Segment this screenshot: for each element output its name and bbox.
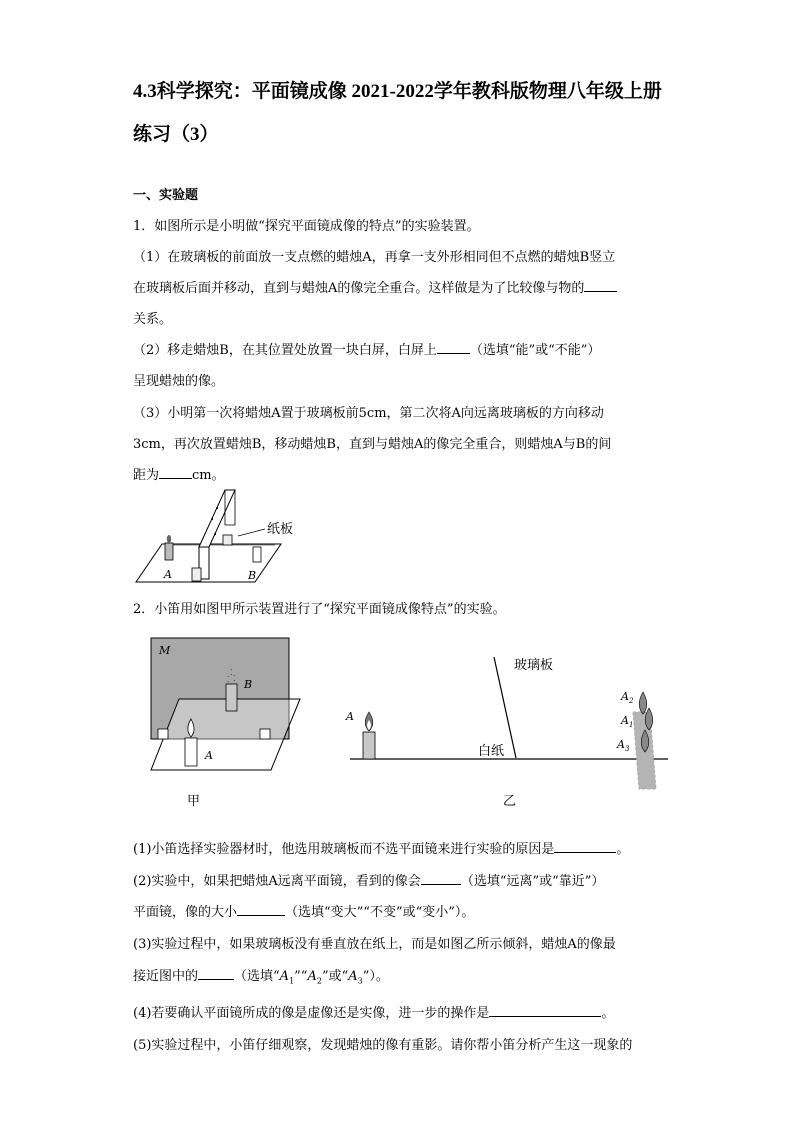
option-a2: A bbox=[307, 969, 317, 984]
svg-text:•: • bbox=[210, 516, 215, 524]
q1-p3-line2: 3cm，再次放置蜡烛B，移动蜡烛B，直到与蜡烛A的像完全重合，则蜡烛A与B的间 bbox=[133, 437, 612, 452]
svg-text:•: • bbox=[215, 505, 220, 513]
q2-s3-quote-2: ”或“ bbox=[321, 969, 349, 984]
figure-1-label-board: 纸板 bbox=[267, 522, 294, 537]
fig-yi-caption: 乙 bbox=[503, 794, 517, 809]
page-title: 4.3科学探究：平面镜成像 2021-2022学年教科版物理八年级上册练习（3） bbox=[133, 81, 662, 145]
figure-yi bbox=[340, 650, 670, 815]
answer-blank-2[interactable] bbox=[437, 341, 470, 354]
q1-p3-line3-text-a: 距为 bbox=[133, 468, 160, 483]
option-a3: A bbox=[348, 969, 358, 984]
section-heading: 一、实验题 bbox=[133, 188, 199, 203]
svg-text:A1 bbox=[620, 714, 633, 729]
fig-jia-caption: 甲 bbox=[187, 794, 201, 809]
fig-yi-label-paper: 白纸 bbox=[478, 744, 505, 759]
option-a3-sub: 3 bbox=[357, 976, 363, 986]
option-a1-sub: 1 bbox=[289, 976, 295, 986]
fig-yi-sub-a3: 3 bbox=[624, 745, 630, 753]
q2-s4 bbox=[133, 1002, 614, 1021]
q2-s2b bbox=[133, 901, 474, 920]
q1-p2-line2: 呈现蜡烛的像。 bbox=[133, 374, 225, 389]
figure-1-label-a: A bbox=[164, 568, 172, 581]
q1-p3-line1: （3）小明第一次将蜡烛A置于玻璃板前5cm，第二次将A向远离玻璃板的方向移动 bbox=[133, 406, 604, 421]
q2-s5: (5)实验过程中，小笛仔细观察，发现蜡烛的像有重影。请你帮小笛分析产生这一现象的 bbox=[133, 1038, 633, 1053]
svg-text:•: • bbox=[213, 531, 218, 539]
q1-p2-line1-text-a: （2）移走蜡烛B，在其位置处放置一块白屏，白屏上 bbox=[133, 343, 437, 358]
q2-s1-text-a: (1)小笛选择实验器材时，他选用玻璃板而不选平面镜来进行实验的原因是 bbox=[133, 842, 555, 857]
fig-yi-label-a1: A bbox=[621, 714, 629, 727]
q2-s3b-text-1: 接近图中的 bbox=[133, 969, 199, 984]
q2-s3a: (3)实验过程中，如果玻璃板没有垂直放在纸上，而是如图乙所示倾斜，蜡烛A的像最 bbox=[133, 937, 616, 952]
answer-blank-6[interactable] bbox=[237, 903, 285, 916]
q1-p1-line3: 关系。 bbox=[133, 312, 173, 327]
fig-yi-label-glass: 玻璃板 bbox=[514, 658, 554, 673]
q2-s1-text-b: 。 bbox=[616, 842, 630, 857]
fig-yi-sub-a2: 2 bbox=[628, 697, 634, 705]
q2-s3-quote-1: ”“ bbox=[294, 969, 308, 984]
q1-p1-line2-text: 在玻璃板后面并移动，直到与蜡烛A的像完全重合。这样做是为了比较像与物的 bbox=[133, 281, 585, 296]
q1-p3-line3 bbox=[133, 464, 225, 483]
q2-intro: 2．小笛用如图甲所示装置进行了“探究平面镜成像特点”的实验。 bbox=[133, 602, 506, 617]
figure-1-apparatus bbox=[135, 487, 310, 587]
q2-s2b-text-1: 平面镜，像的大小 bbox=[133, 905, 238, 920]
answer-blank-3[interactable] bbox=[159, 466, 192, 479]
q1-p3-line3-text-b: cm。 bbox=[192, 468, 225, 483]
q2-s3b bbox=[133, 965, 389, 986]
fig-yi-sub-a1: 1 bbox=[628, 721, 634, 729]
q2-s3-end: ”）。 bbox=[362, 969, 389, 984]
fig-jia-label-m: M bbox=[159, 644, 171, 657]
svg-text:⁚: ⁚ bbox=[227, 675, 230, 684]
answer-blank-7[interactable] bbox=[198, 967, 234, 980]
figure-jia bbox=[150, 637, 310, 812]
q2-s4-text-a: (4)若要确认平面镜所成的像是虚像还是实像，进一步的操作是 bbox=[133, 1006, 490, 1021]
fig-jia-label-b: B bbox=[244, 678, 253, 691]
figure-1-label-b: B bbox=[248, 569, 257, 582]
answer-blank-4[interactable] bbox=[554, 840, 616, 853]
fig-yi-label-a3: A bbox=[617, 738, 625, 751]
option-a2-sub: 2 bbox=[316, 976, 322, 986]
svg-text:A3 bbox=[616, 738, 630, 753]
q1-p1-line1: （1）在玻璃板的前面放一支点燃的蜡烛A，再拿一支外形相同但不点燃的蜡烛B竖立 bbox=[133, 250, 616, 265]
svg-text:⁚: ⁚ bbox=[230, 668, 233, 677]
answer-blank-1[interactable] bbox=[584, 279, 617, 292]
answer-blank-8[interactable] bbox=[489, 1004, 601, 1017]
q2-s2a-text-1: (2)实验中，如果把蜡烛A远离平面镜，看到的像会 bbox=[133, 874, 421, 889]
q1-p2-line1 bbox=[133, 339, 600, 358]
q2-s2a-text-2: （选填“远离”或“靠近”） bbox=[460, 874, 605, 889]
q2-s2b-text-2: （选填“变大”“不变”或“变小”）。 bbox=[285, 905, 475, 920]
q1-intro: 1．如图所示是小明做“探究平面镜成像的特点”的实验装置。 bbox=[133, 219, 480, 234]
answer-blank-5[interactable] bbox=[421, 872, 461, 885]
option-a1: A bbox=[279, 969, 290, 984]
svg-text:A2 bbox=[620, 690, 634, 705]
svg-text:⁚: ⁚ bbox=[233, 674, 236, 683]
q1-p1-line2 bbox=[133, 277, 617, 296]
fig-yi-label-a2: A bbox=[621, 690, 629, 703]
q2-s2a bbox=[133, 870, 604, 889]
q1-p2-line1-text-b: （选填“能”或“不能”） bbox=[469, 343, 601, 358]
q2-s3b-text-2: （选填“ bbox=[234, 969, 280, 984]
q2-s4-text-b: 。 bbox=[601, 1006, 615, 1021]
q2-s1 bbox=[133, 838, 629, 857]
fig-jia-label-a: A bbox=[205, 749, 213, 762]
fig-yi-label-a: A bbox=[346, 710, 354, 723]
